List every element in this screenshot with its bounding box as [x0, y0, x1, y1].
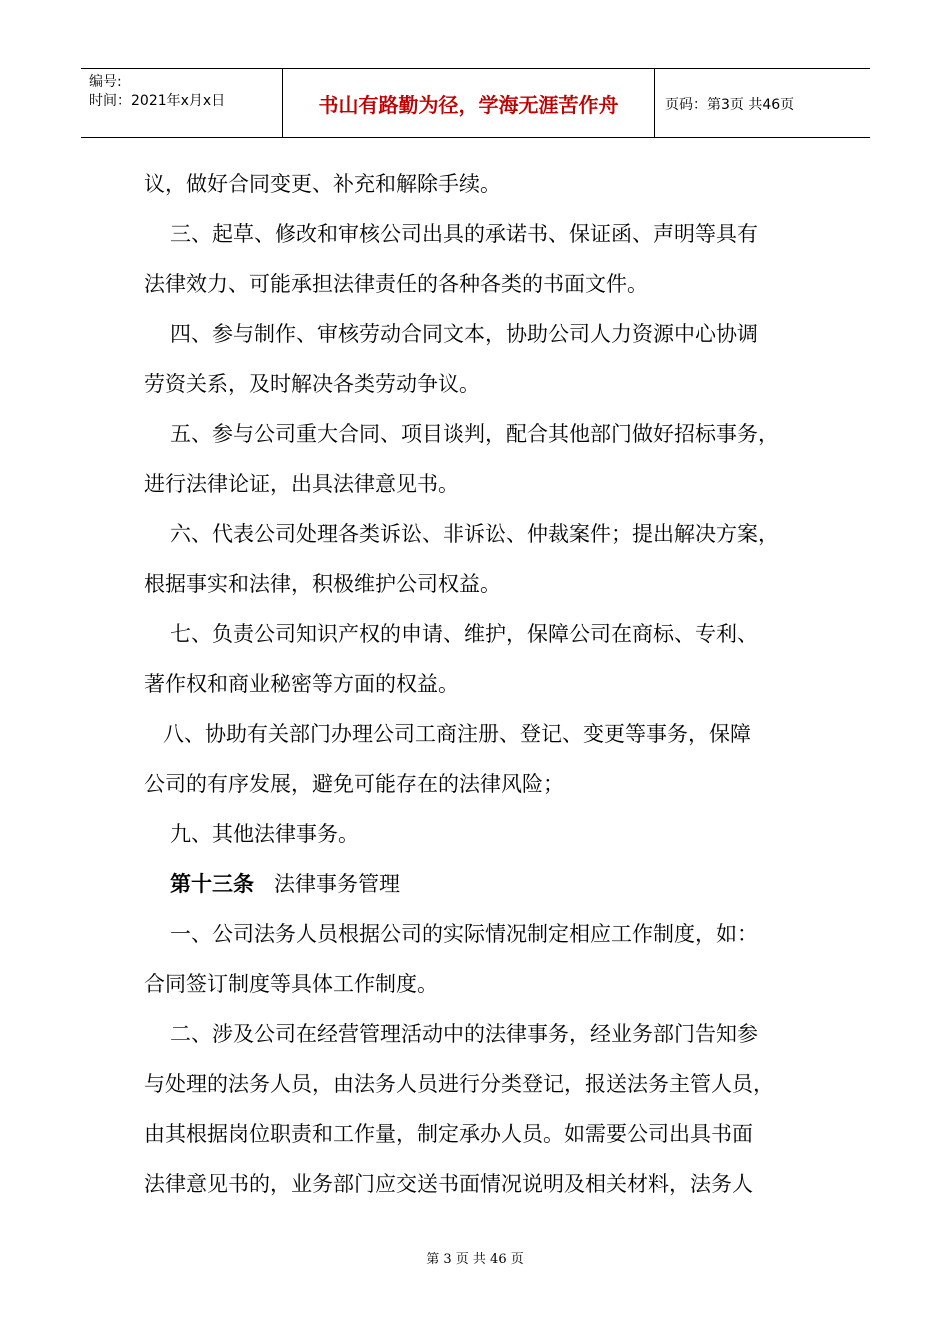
- body-line: 四、参与制作、审核劳动合同文本，协助公司人力资源中心协调: [170, 322, 758, 346]
- article-number: 第十三条: [170, 872, 254, 896]
- article-title: 法律事务管理: [274, 872, 400, 896]
- body-line: 根据事实和法律，积极维护公司权益。: [144, 572, 501, 596]
- header-page-info: 页码：第3页 共46页: [665, 97, 795, 113]
- page-header: [81, 68, 870, 138]
- body-line: 合同签订制度等具体工作制度。: [144, 972, 438, 996]
- body-line: 一、公司法务人员根据公司的实际情况制定相应工作制度，如：: [170, 922, 758, 946]
- header-meta: [89, 73, 225, 111]
- body-line: 法律效力、可能承担法律责任的各种各类的书面文件。: [144, 272, 648, 296]
- header-divider: [654, 69, 655, 137]
- document-number-label: 编号:: [89, 74, 122, 90]
- body-line: 劳资关系，及时解决各类劳动争议。: [144, 372, 480, 396]
- body-line: 七、负责公司知识产权的申请、维护，保障公司在商标、专利、: [170, 622, 758, 646]
- body-line: 议，做好合同变更、补充和解除手续。: [144, 172, 501, 196]
- header-motto: 书山有路勤为径，学海无涯苦作舟: [318, 93, 619, 117]
- body-line: 二、涉及公司在经营管理活动中的法律事务，经业务部门告知参: [170, 1022, 758, 1046]
- body-line: 由其根据岗位职责和工作量，制定承办人员。如需要公司出具书面: [144, 1122, 753, 1146]
- body-line: 公司的有序发展，避免可能存在的法律风险；: [144, 772, 564, 796]
- body-line: 法律意见书的，业务部门应交送书面情况说明及相关材料，法务人: [144, 1172, 753, 1196]
- body-line: 著作权和商业秘密等方面的权益。: [144, 672, 459, 696]
- body-line: 九、其他法律事务。: [170, 822, 359, 846]
- body-line: 五、参与公司重大合同、项目谈判，配合其他部门做好招标事务，: [170, 422, 779, 446]
- body-line: 八、协助有关部门办理公司工商注册、登记、变更等事务，保障: [163, 722, 751, 746]
- body-line: 与处理的法务人员，由法务人员进行分类登记，报送法务主管人员，: [144, 1072, 774, 1096]
- body-line: 进行法律论证，出具法律意见书。: [144, 472, 459, 496]
- document-time-label: 时间：2021年x月x日: [89, 93, 226, 109]
- body-line: 三、起草、修改和审核公司出具的承诺书、保证函、声明等具有: [170, 222, 758, 246]
- body-line: 六、代表公司处理各类诉讼、非诉讼、仲裁案件；提出解决方案，: [170, 522, 779, 546]
- article-heading: [144, 859, 809, 909]
- document-body: [144, 159, 809, 1209]
- page-footer: 第 3 页 共 46 页: [426, 1252, 524, 1267]
